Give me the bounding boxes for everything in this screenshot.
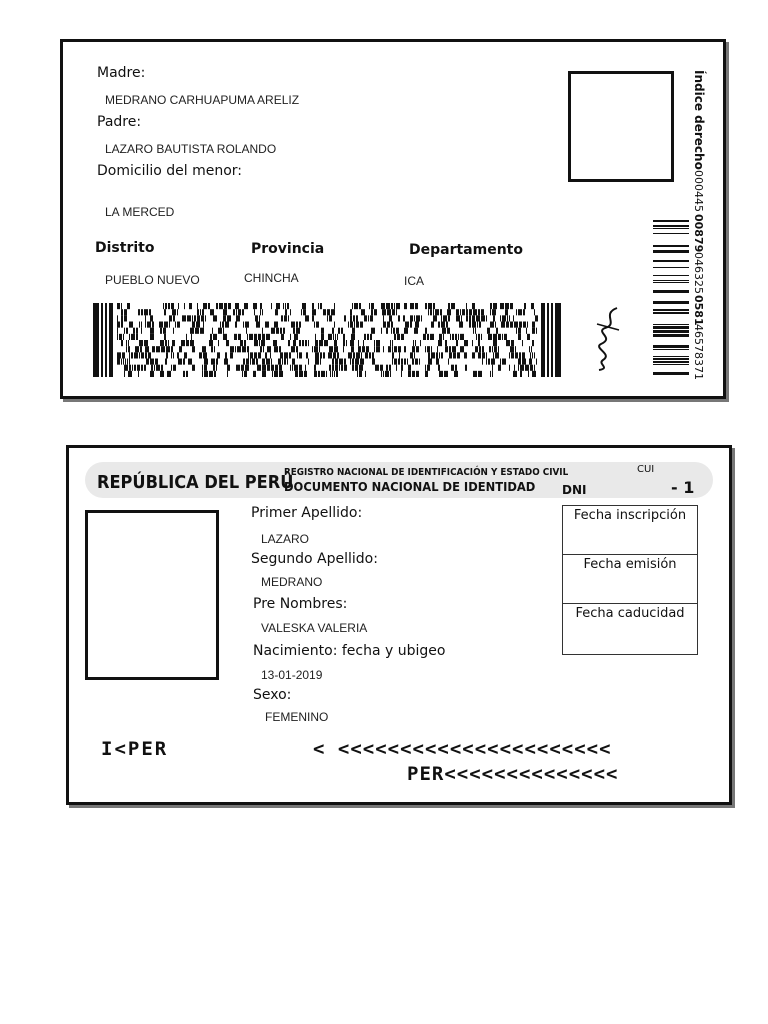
dates-table	[562, 505, 698, 655]
primer-apellido-label: Primer Apellido:	[251, 505, 363, 521]
sexo-value: FEMENINO	[265, 710, 329, 724]
sexo-label: Sexo:	[253, 687, 292, 703]
side-code-4: 0581	[692, 295, 705, 326]
fecha-emision-cell	[563, 555, 697, 604]
registry-line-1: REGISTRO NACIONAL DE IDENTIFICACIÓN Y ESTADO CIVIL	[284, 467, 569, 478]
provincia-value: CHINCHA	[244, 271, 299, 285]
padre-value: LAZARO BAUTISTA ROLANDO	[105, 142, 277, 156]
madre-value: MEDRANO CARHUAPUMA ARELIZ	[105, 93, 300, 107]
padre-label: Padre:	[97, 114, 142, 130]
segundo-apellido-label: Segundo Apellido:	[251, 551, 378, 567]
domicilio-label: Domicilio del menor:	[97, 163, 243, 179]
photo-box	[85, 510, 219, 680]
country-title: REPÚBLICA DEL PERÚ	[97, 472, 294, 493]
dni-label: DNI	[562, 483, 587, 497]
mrz-line-1-left: I<PER	[101, 738, 169, 760]
registry-line-2: DOCUMENTO NACIONAL DE IDENTIDAD	[284, 479, 536, 494]
side-code-5: 46578371	[692, 324, 705, 380]
side-code-3: 046325	[692, 252, 705, 294]
mrz-line-1-right: < <<<<<<<<<<<<<<<<<<<<<<	[313, 738, 612, 760]
fecha-inscripcion-label: Fecha inscripción	[573, 508, 687, 523]
distrito-value: PUEBLO NUEVO	[105, 273, 200, 287]
cui-label: CUI	[637, 464, 655, 475]
indice-derecho-label: Índice derecho	[692, 70, 706, 170]
dni-back-card	[60, 39, 726, 399]
segundo-apellido-value: MEDRANO	[261, 575, 323, 589]
primer-apellido-value: LAZARO	[261, 532, 310, 546]
fecha-inscripcion-cell	[563, 506, 697, 555]
pdf417-barcode	[93, 303, 563, 377]
madre-label: Madre:	[97, 65, 146, 81]
vertical-barcode	[653, 220, 689, 376]
fingerprint-box	[568, 71, 674, 182]
dni-front-card	[66, 445, 732, 805]
mrz-line-2: PER<<<<<<<<<<<<<<	[407, 763, 619, 785]
domicilio-value: LA MERCED	[105, 205, 175, 219]
side-code-2: 00879	[692, 214, 705, 253]
dni-value: - 1	[671, 478, 695, 497]
signature-image	[591, 304, 625, 374]
pre-nombres-label: Pre Nombres:	[253, 596, 348, 612]
distrito-label: Distrito	[95, 240, 155, 256]
departamento-label: Departamento	[409, 242, 523, 258]
nacimiento-value: 13-01-2019	[261, 668, 323, 682]
fecha-caducidad-cell	[563, 604, 697, 653]
provincia-label: Provincia	[251, 241, 325, 257]
side-code-1: 000445	[692, 170, 705, 212]
pre-nombres-value: VALESKA VALERIA	[261, 621, 368, 635]
nacimiento-label: Nacimiento: fecha y ubigeo	[253, 643, 446, 659]
fecha-emision-label: Fecha emisión	[583, 557, 677, 572]
fecha-caducidad-label: Fecha caducidad	[575, 606, 685, 621]
departamento-value: ICA	[404, 274, 425, 288]
